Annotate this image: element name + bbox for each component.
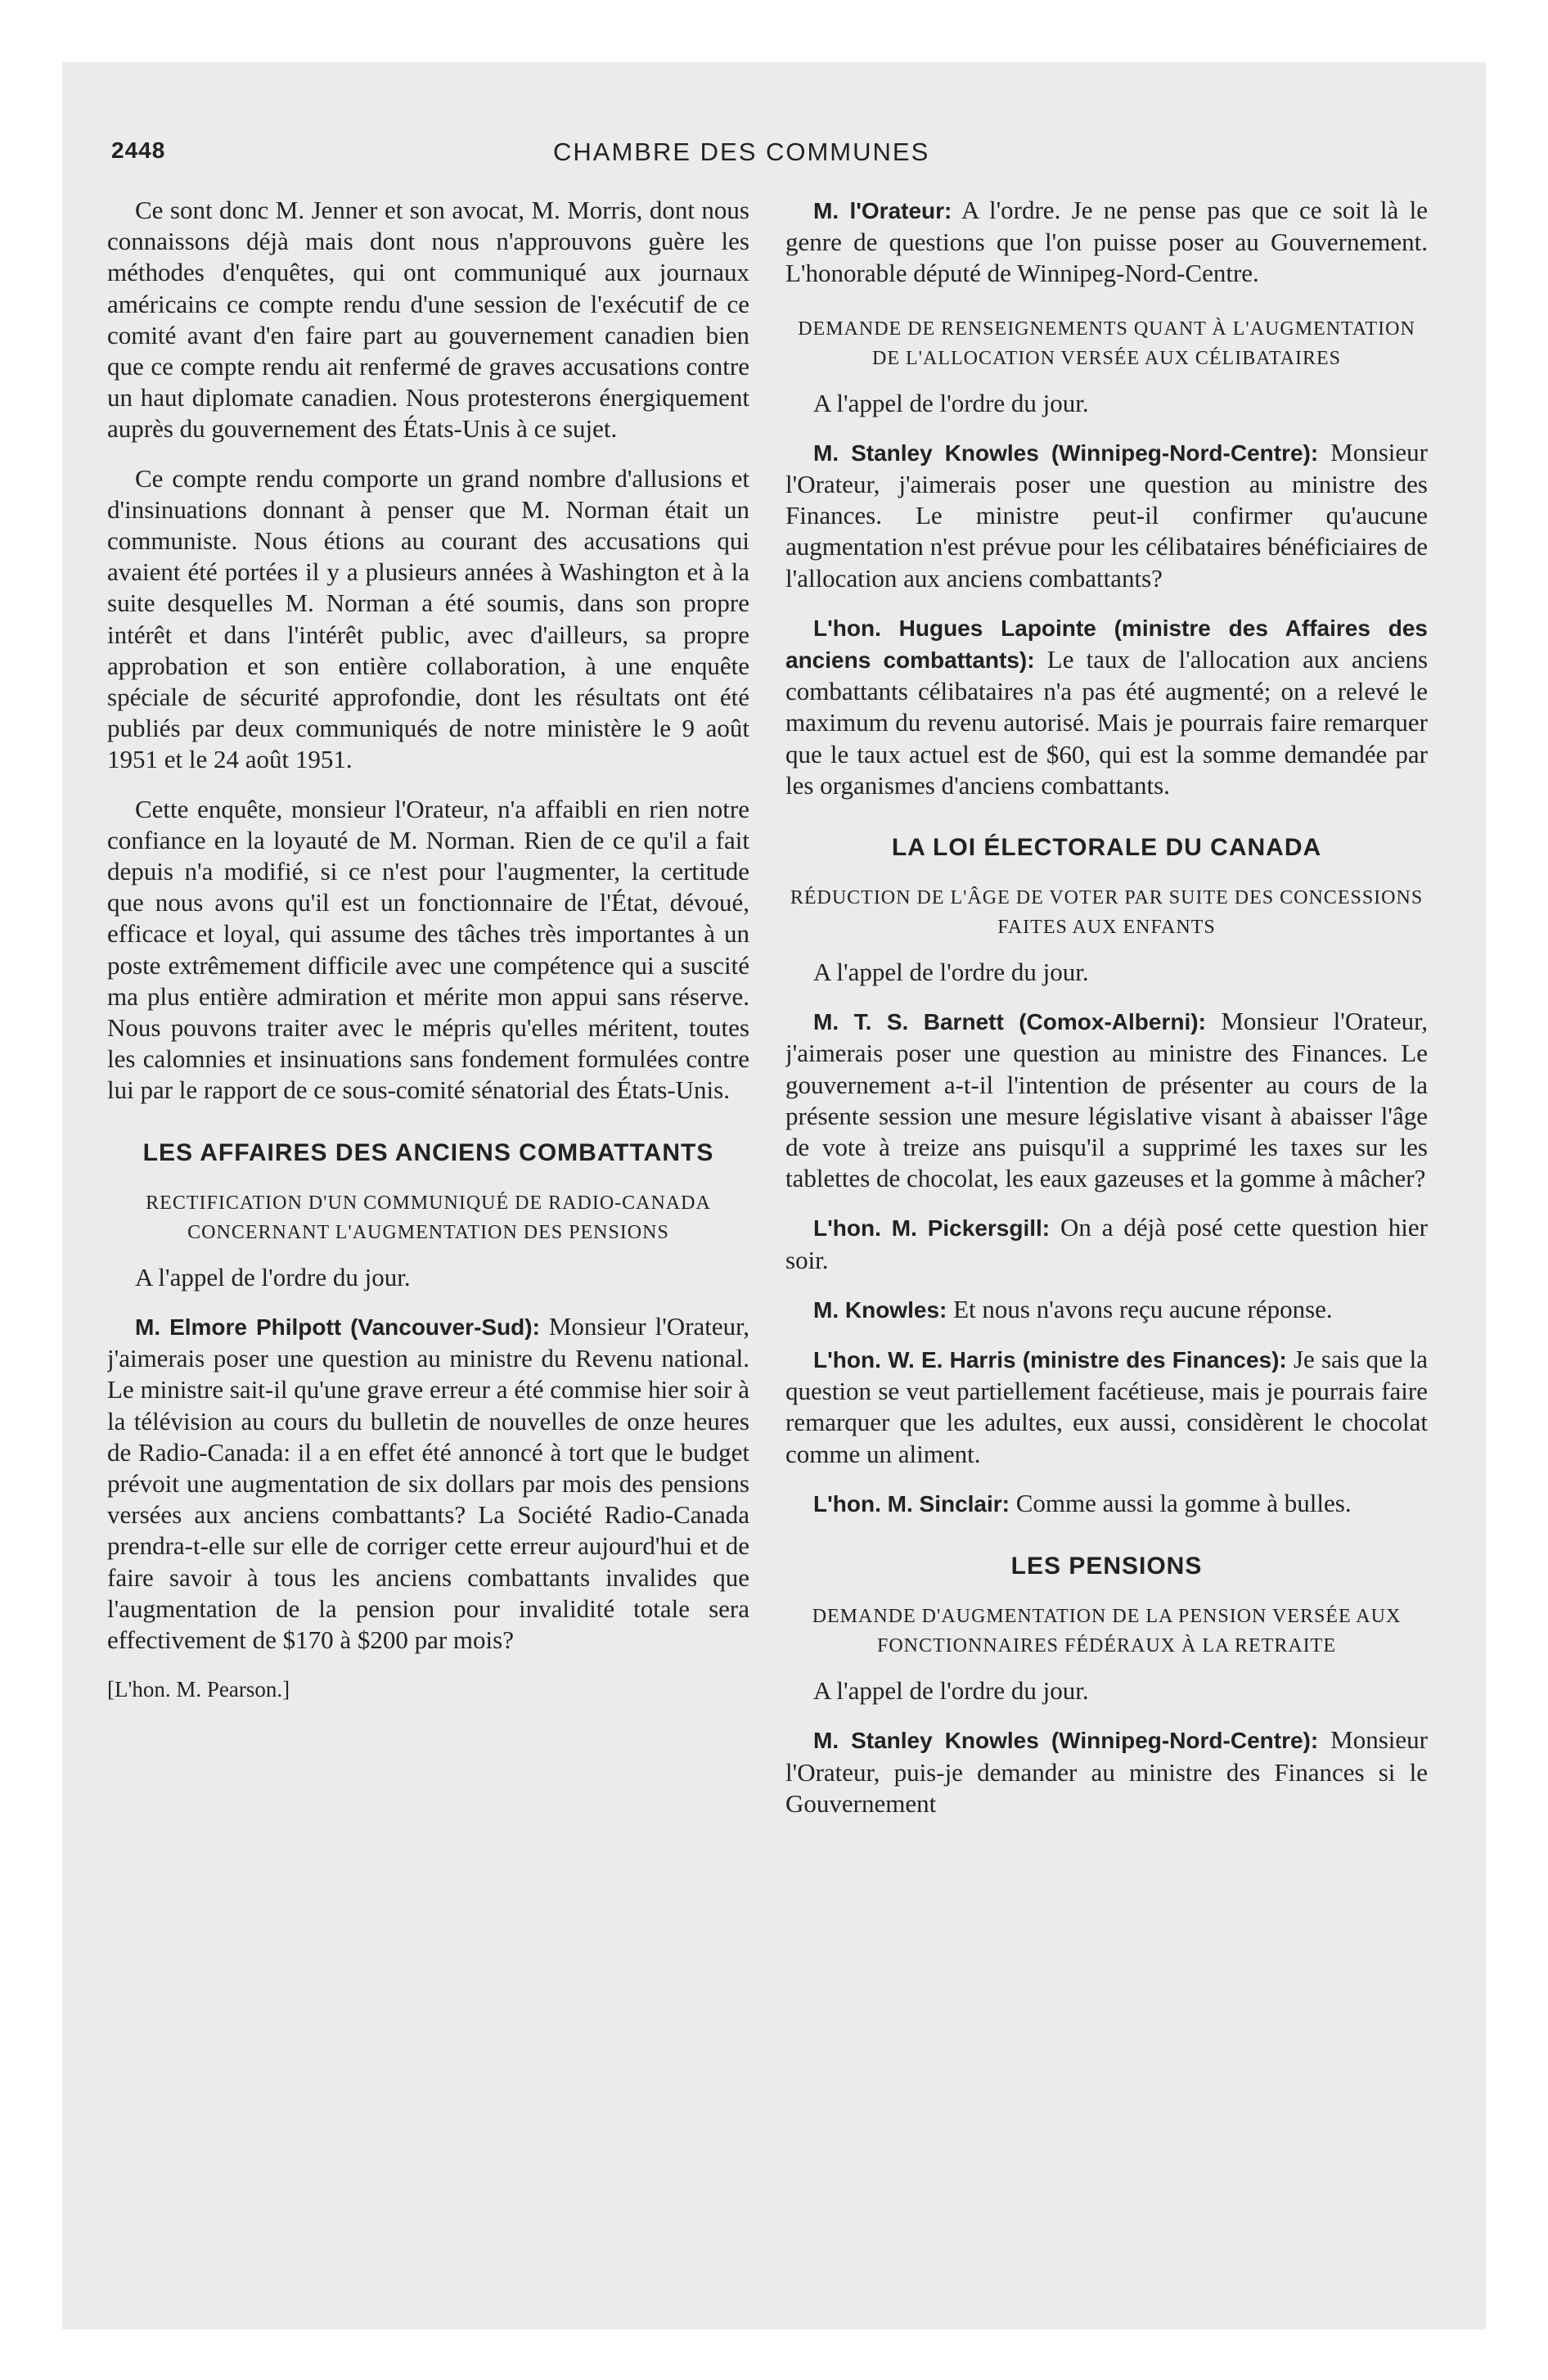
- subsection-heading: DEMANDE D'AUGMENTATION DE LA PENSION VERSÉE AUX FONCTIONNAIRES FÉDÉRAUX À LA RETRAITE: [812, 1606, 1402, 1657]
- speech-paragraph: [785, 1212, 1428, 1275]
- speech-paragraph: [785, 437, 1428, 594]
- paragraph: A l'appel de l'ordre du jour.: [135, 1262, 411, 1291]
- speech-paragraph: [785, 1294, 1428, 1326]
- speaker-name: L'hon. W. E. Harris (ministre des Finances):: [813, 1347, 1287, 1373]
- speaker-name: M. Stanley Knowles (Winnipeg-Nord-Centre):: [813, 439, 1319, 466]
- speaker-name: L'hon. M. Sinclair:: [813, 1490, 1010, 1517]
- speech-paragraph: [785, 612, 1428, 801]
- paragraph: A l'appel de l'ordre du jour.: [813, 958, 1089, 987]
- speaker-name: M. Elmore Philpott (Vancouver-Sud):: [135, 1314, 540, 1340]
- speech-paragraph: [785, 1006, 1428, 1194]
- paragraph: Ce sont donc M. Jenner et son avocat, M. Morris, dont nous connaissons déjà mais dont nous n'approuvons guère les méthodes d'enquêtes, qui ont communiqué aux journaux américains ce compte rendu d'une session de l'exécutif de ce comité avant d'en faire part au gouvernement canadien bien que ce compte rendu ait renfermé de graves accusations contre un haut diplomate canadien. Nous protesterons énergiquement auprès du gouvernement des États-Unis à ce sujet.: [107, 196, 749, 444]
- paragraph: A l'appel de l'ordre du jour.: [813, 1676, 1089, 1706]
- subsection-heading: DEMANDE DE RENSEIGNEMENTS QUANT À L'AUGMENTATION DE L'ALLOCATION VERSÉE AUX CÉLIBATAIRES: [798, 318, 1415, 369]
- speech-paragraph: [107, 1311, 749, 1656]
- speech-text: Le taux de l'allocation aux anciens combattants célibataires n'a pas été augmenté; on a relevé le maximum du revenu autorisé. Mais je pourrais faire remarquer que le taux actuel est de $60, qui est la somme demandée par les organismes d'anciens combattants.: [785, 645, 1428, 800]
- speech-paragraph: [785, 1344, 1428, 1470]
- section-heading: LES AFFAIRES DES ANCIENS COMBATTANTS: [142, 1138, 714, 1166]
- right-column: [785, 195, 1428, 2306]
- speech-text: On a déjà posé cette question hier soir.: [785, 1213, 1428, 1274]
- speaker-name: M. T. S. Barnett (Comox-Alberni):: [813, 1009, 1206, 1035]
- paragraph: Ce compte rendu comporte un grand nombre d'allusions et d'insinuations donnant à penser que M. Norman était un communiste. Nous étions au courant des accusations qui avaient été portées il y a plusieurs années à Washington et à la suite desquelles M. Norman a été soumis, dans son propre intérêt et dans l'intérêt public, avec d'ailleurs, sa propre approbation et son entière collaboration, à une enquête spéciale de sécurité approfondie, dont les résultats ont été publiés par deux communiqués de notre ministère le 9 août 1951 et le 24 août 1951.: [107, 463, 749, 774]
- speaker-name: M. Stanley Knowles (Winnipeg-Nord-Centre):: [813, 1728, 1319, 1754]
- speaker-name: L'hon. Hugues Lapointe (ministre des Affaires des anciens combattants):: [785, 615, 1428, 674]
- speech-paragraph: [785, 195, 1428, 290]
- speaker-name: L'hon. M. Pickersgill:: [813, 1215, 1051, 1242]
- speech-text: Et nous n'avons reçu aucune réponse.: [947, 1294, 1333, 1323]
- speech-text: Monsieur l'Orateur, puis-je demander au ministre des Finances si le Gouvernement: [785, 1725, 1428, 1818]
- paragraph: Cette enquête, monsieur l'Orateur, n'a affaibli en rien notre confiance en la loyauté de M. Norman. Rien de ce qu'il a fait depuis n'a modifié, si ce n'est pour l'augmenter, la certitude que nous avons qu'il est un fonctionnaire de l'État, dévoué, efficace et loyal, qui assume des tâches très importantes à un poste extrêmement difficile avec une compétence qui a suscité ma plus entière admiration et mérite mon appui sans réserve. Nous pouvons traiter avec le mépris qu'elles méritent, toutes les calomnies et insinuations sans fondement formulées contre lui par le rapport de ce sous-comité sénatorial des États-Unis.: [107, 794, 749, 1105]
- attribution: [L'hon. M. Pearson.]: [107, 1677, 290, 1702]
- speech-text: Monsieur l'Orateur, j'aimerais poser une question au ministre des Finances. Le gouvernement a-t-il l'intention de présenter au cours de la présente session une mesure législative visant à abaisser l'âge de vote à treize ans puisqu'il a supprimé les taxes sur les tablettes de chocolat, les eaux gazeuses et la gomme à mâcher?: [785, 1007, 1428, 1193]
- speaker-name: M. l'Orateur:: [813, 198, 952, 223]
- speech-paragraph: [785, 1488, 1428, 1520]
- running-head: CHAMBRE DES COMMUNES: [553, 137, 930, 166]
- speech-text: Monsieur l'Orateur, j'aimerais poser une question au ministre des Finances. Le ministre peut-il confirmer qu'aucune augmentation n'est prévue pour les célibataires bénéficiaires de l'allocation aux anciens combattants?: [785, 437, 1428, 593]
- speech-text: Je sais que la question se veut partiellement facétieuse, mais je pourrais faire remarquer que les adultes, eux aussi, considèrent le chocolat comme un aliment.: [785, 1345, 1428, 1468]
- left-column: [107, 195, 749, 2306]
- speech-text: A l'ordre. Je ne pense pas que ce soit là le genre de questions que l'on puisse poser au Gouvernement. L'honorable député de Winnipeg-Nord-Centre.: [785, 196, 1428, 288]
- speech-text: Comme aussi la gomme à bulles.: [1010, 1488, 1352, 1517]
- speech-text: Monsieur l'Orateur, j'aimerais poser une question au ministre du Revenu national. Le ministre sait-il qu'une grave erreur a été commise hier soir à la télévision au cours du bulletin de nouvelles de onze heures de Radio-Canada: il a en effet été annoncé à tort que le budget prévoit une augmentation de six dollars par mois des pensions versées aux anciens combattants? La Société Radio-Canada prendra-t-elle sur elle de corriger cette erreur aujourd'hui et de faire savoir à tous les anciens combattants invalides que l'augmentation de la pension pour invalidité totale sera effectivement de $170 à $200 par mois?: [107, 1311, 749, 1654]
- speaker-name: M. Knowles:: [813, 1296, 947, 1323]
- speech-paragraph: [785, 1724, 1428, 1819]
- section-heading: LA LOI ÉLECTORALE DU CANADA: [891, 834, 1322, 862]
- section-heading: LES PENSIONS: [1010, 1553, 1203, 1580]
- page-number: 2448: [111, 137, 166, 163]
- page-header: [111, 137, 1437, 178]
- paragraph: A l'appel de l'ordre du jour.: [813, 388, 1089, 417]
- subsection-heading: RÉDUCTION DE L'ÂGE DE VOTER PAR SUITE DES CONCESSIONS FAITES AUX ENFANTS: [790, 887, 1424, 939]
- subsection-heading: RECTIFICATION D'UN COMMUNIQUÉ DE RADIO-CANADA CONCERNANT L'AUGMENTATION DES PENSIONS: [146, 1192, 711, 1243]
